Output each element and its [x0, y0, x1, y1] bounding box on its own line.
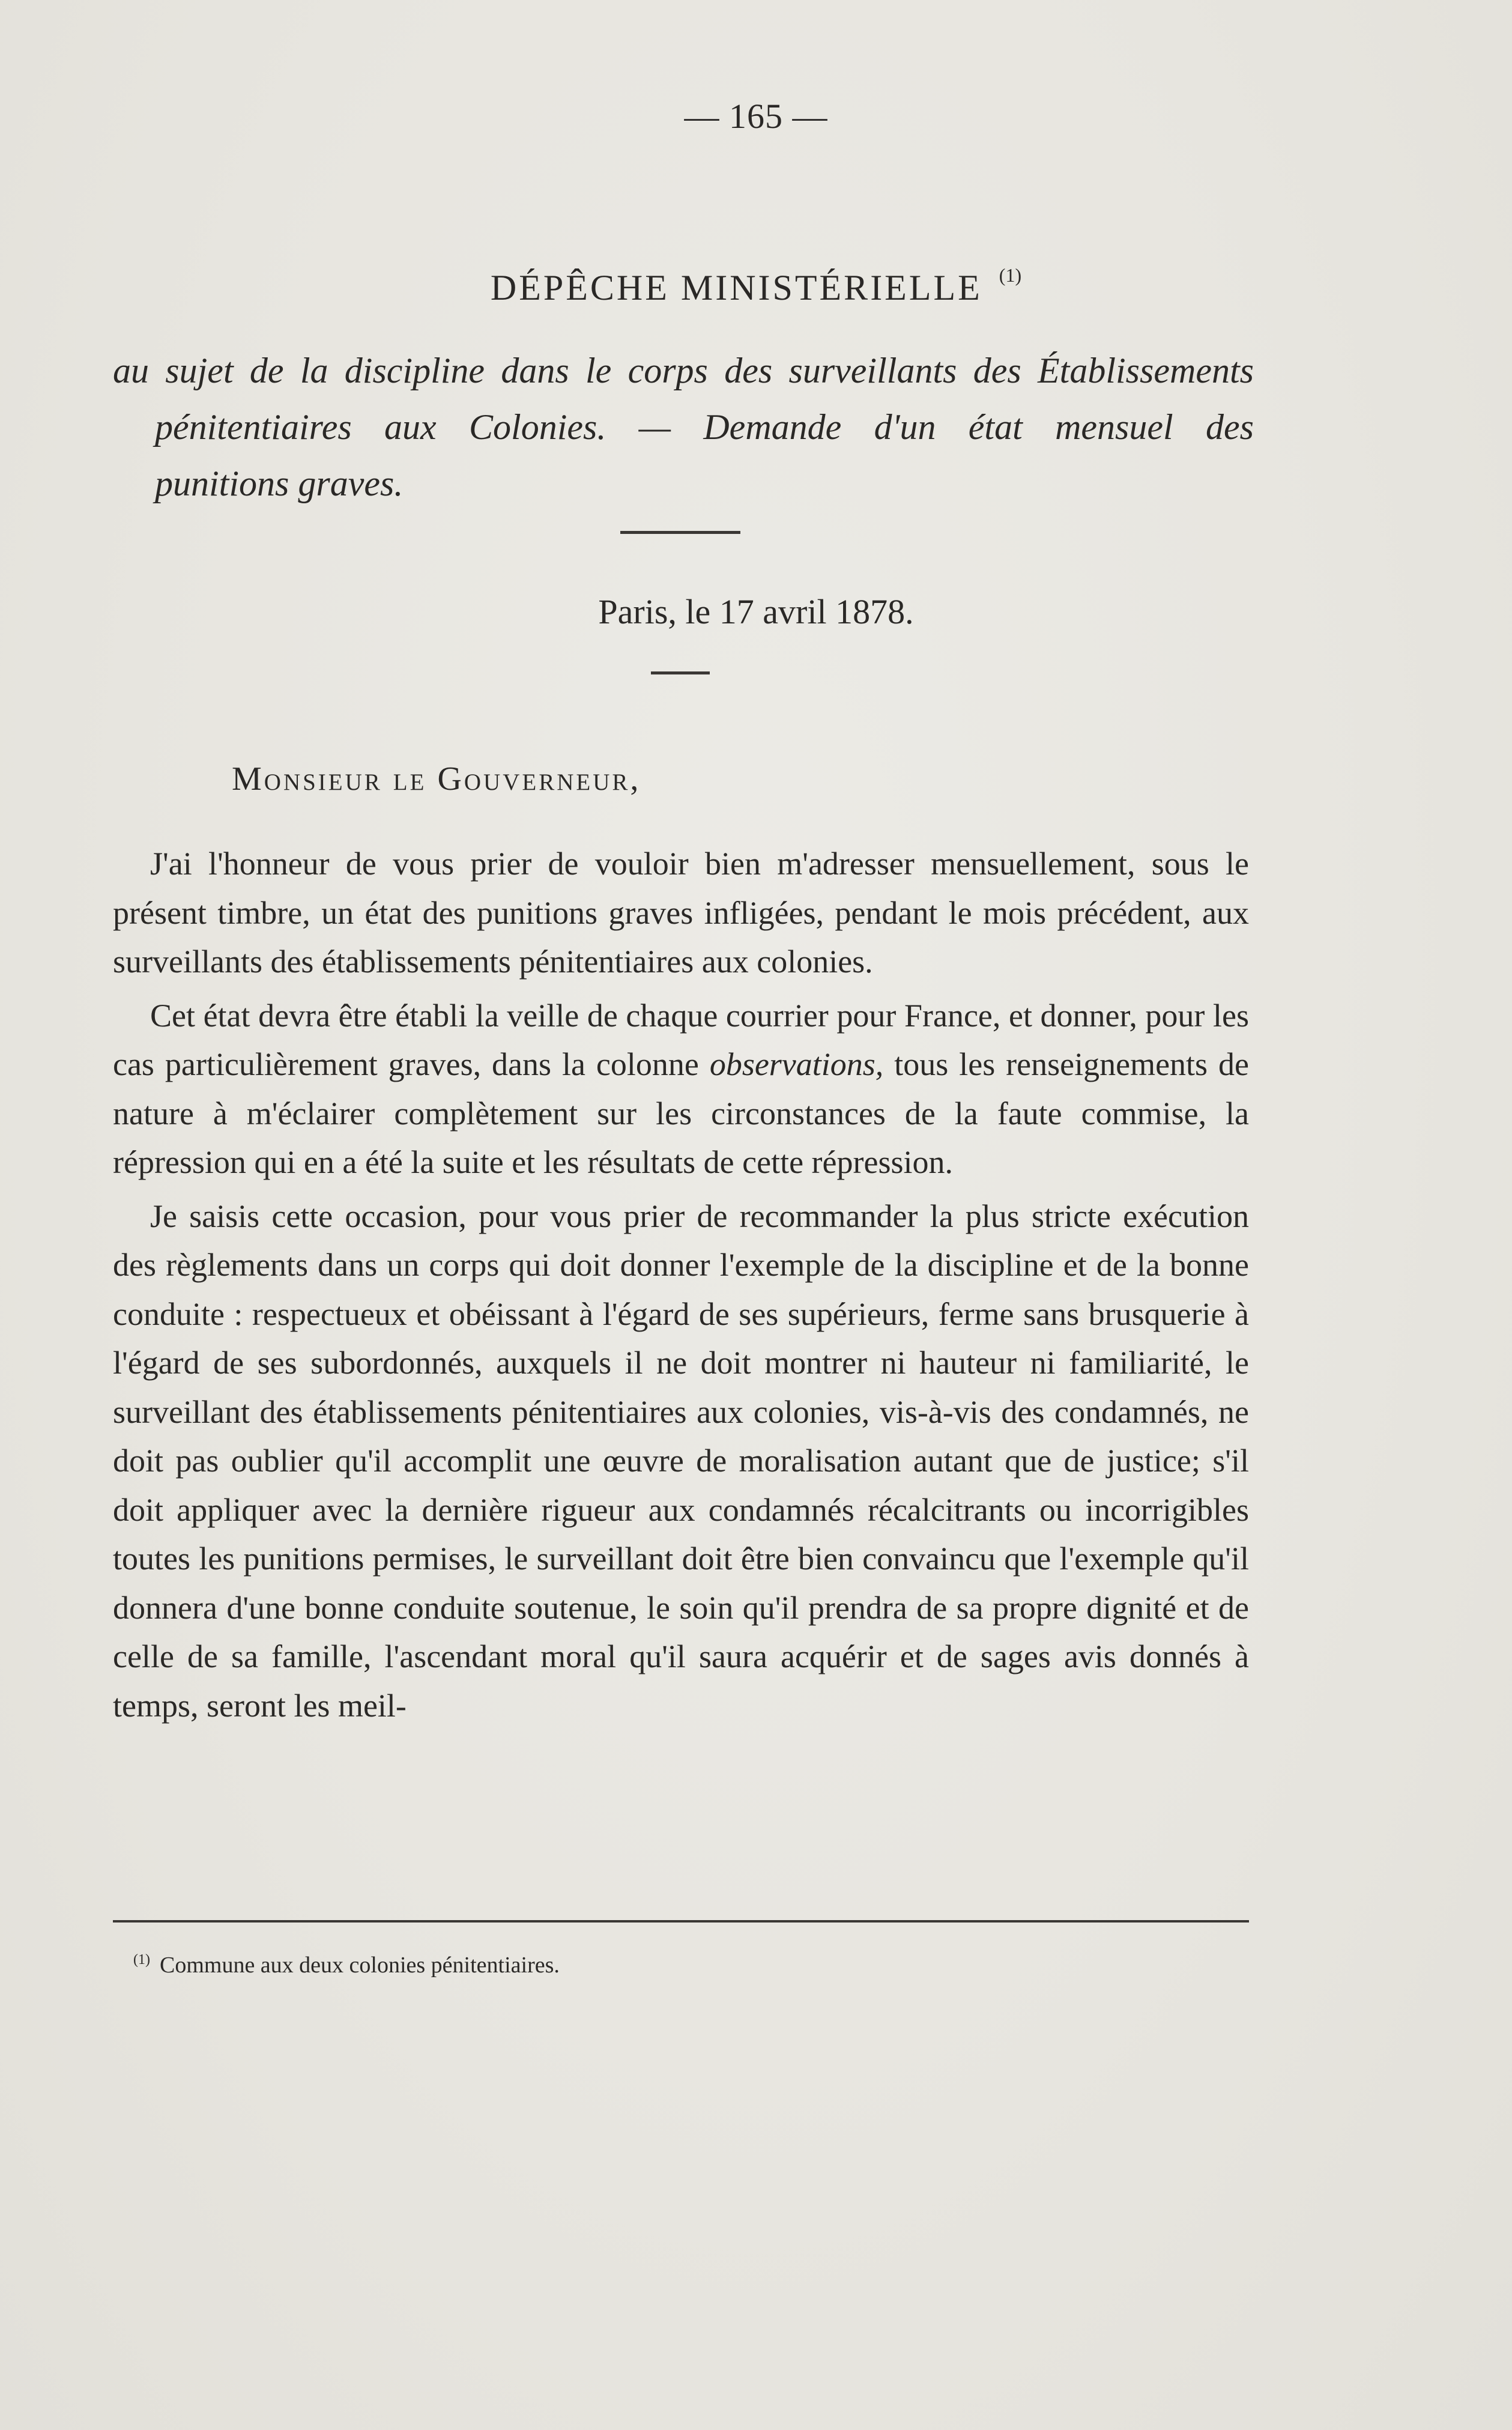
- subtitle-line: pénitentiaires aux Colonies. — Demande d'un état mensuel des: [155, 407, 1254, 447]
- footnote: [133, 1952, 560, 1978]
- subtitle-line: au sujet de la discipline dans le corps des surveillants des Établissements: [113, 351, 1254, 390]
- footnote-text: Commune aux deux colonies pénitentiaires.: [159, 1953, 560, 1978]
- paragraph-text: tous les renseignements de nature à m'éclairer complètement sur les circonstances de la faute commise, la répression qui en a été la suite et les résultats de cette répression.: [113, 1046, 1249, 1180]
- paragraph: [113, 992, 1249, 1187]
- document-subtitle: [113, 342, 1254, 512]
- page-number: — 165 —: [684, 97, 828, 136]
- footnote-marker: (1): [133, 1952, 150, 1968]
- paragraph: Je saisis cette occasion, pour vous prier de recommander la plus stricte exécution des règlements dans un corps qui doit donner l'exemple de la discipline et de la bonne conduite : respectueux et obéissant à l'égard de ses supérieurs, ferme sans brusquerie à l'égard de ses subordonnés, auxquels il ne doit montrer ni hauteur ni familiarité, le surveillant des établissements pénitentiaires aux colonies, vis-à-vis des condamnés, ne doit pas oublier qu'il accomplit une œuvre de moralisation autant que de justice; s'il doit appliquer avec la dernière rigueur aux condamnés récalcitrants ou incorrigibles toutes les punitions permises, le surveillant doit être bien convaincu que l'exemple qu'il donnera d'une bonne conduite soutenue, le soin qu'il prendra de sa propre dignité et de celle de sa famille, l'ascendant moral qu'il saura acquérir et de sages avis donnés à temps, seront les meil-: [113, 1198, 1249, 1724]
- emphasized-term: observations,: [709, 1046, 884, 1082]
- document-title: [0, 264, 1512, 309]
- paragraph-text: Cet état devra être établi la veille de chaque courrier pour France, et donner, pour les cas particulièrement graves, dans la colonne: [113, 997, 1249, 1082]
- subtitle-line: punitions graves.: [155, 464, 404, 503]
- letter-body: [113, 840, 1249, 1730]
- salutation: Monsieur le Gouverneur,: [232, 760, 641, 798]
- title-text: DÉPÊCHE MINISTÉRIELLE: [490, 268, 982, 308]
- divider-rule-short: [651, 671, 710, 674]
- dateline: Paris, le 17 avril 1878.: [598, 592, 914, 631]
- paragraph: J'ai l'honneur de vous prier de vouloir bien m'adresser mensuellement, sous le présent timbre, un état des punitions graves infligées, pendant le mois précédent, aux surveillants des établissements pénitentiaires aux colonies.: [113, 846, 1249, 980]
- title-footnote-marker: (1): [999, 264, 1022, 286]
- footnote-divider: [113, 1920, 1249, 1922]
- divider-rule: [620, 531, 740, 534]
